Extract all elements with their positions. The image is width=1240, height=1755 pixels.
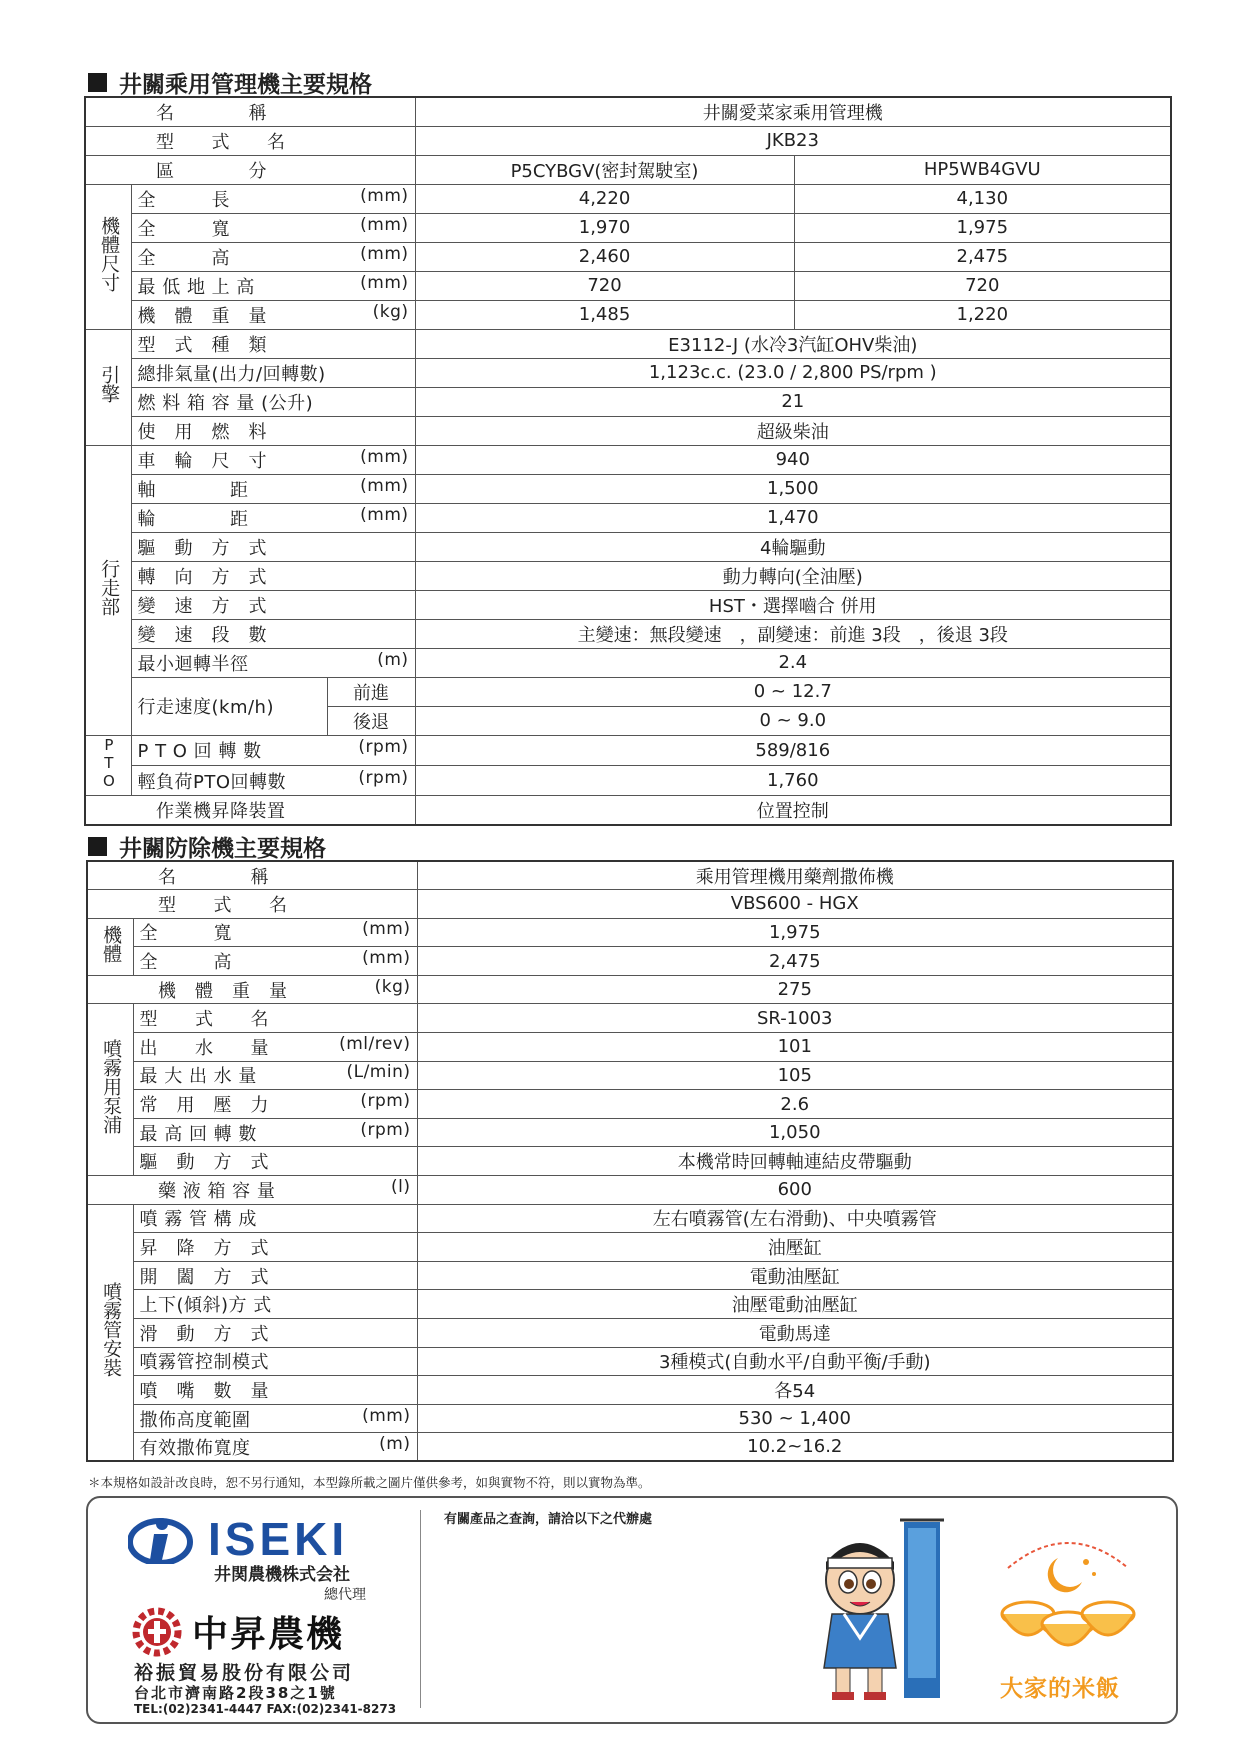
engine-group-label: 引擎	[85, 329, 131, 445]
lift-value: 位置控制	[415, 796, 1171, 825]
reverse-speed-value: 0 ~ 9.0	[415, 706, 1171, 735]
iseki-logo	[128, 1512, 348, 1566]
section2-title: 井關防除機主要規格	[88, 830, 326, 863]
spec-row-label: 上下(傾斜)方 式	[133, 1290, 417, 1319]
spec-row-label: 開 闔 方 式	[133, 1261, 417, 1290]
spec-value: HST・選擇嚙合 併用	[415, 590, 1171, 619]
spec-row-label: 型 式 名	[133, 1004, 417, 1033]
spec-value: 主變速：無段變速 ，副變速：前進 3段 ，後退 3段	[415, 619, 1171, 648]
spec-value: 10.2~16.2	[417, 1433, 1173, 1462]
spec-value: 1,123c.c. (23.0 / 2,800 PS/rpm )	[415, 358, 1171, 387]
column-a-header: P5CYBGV(密封駕駛室)	[415, 155, 794, 184]
weight-value: 275	[417, 975, 1173, 1004]
spec-value: 101	[417, 1033, 1173, 1062]
spec-value-a: 1,485	[415, 300, 794, 329]
spec-value: 589/816	[415, 735, 1171, 765]
spec-row-label: 輕負荷PTO回轉數 (rpm)	[131, 765, 415, 795]
spec-row-label: 全 寬 (mm)	[133, 918, 417, 947]
square-bullet-icon	[88, 837, 107, 856]
spec-value: 油壓電動油壓缸	[417, 1290, 1173, 1319]
company-phone: TEL:(02)2341-4447 FAX:(02)2341-8273	[134, 1702, 397, 1716]
spec-row-label: 使 用 燃 料	[131, 416, 415, 445]
spec-row-label: 燃 料 箱 容 量 (公升)	[131, 387, 415, 416]
spec-value: 21	[415, 387, 1171, 416]
spec-row-label: 昇 降 方 式	[133, 1233, 417, 1262]
name-label: 名 稱	[87, 861, 417, 890]
iseki-emblem-icon	[128, 1514, 202, 1564]
spec-row-label: 最 低 地 上 高 (mm)	[131, 271, 415, 300]
spec-value: 4輪驅動	[415, 532, 1171, 561]
company-address: 台北市濟南路2段38之1號	[134, 1684, 337, 1702]
spec-value-a: 1,970	[415, 213, 794, 242]
section1-title: 井關乘用管理機主要規格	[88, 66, 372, 99]
spec-row-label: 全 寬 (mm)	[131, 213, 415, 242]
spec-value: 530 ~ 1,400	[417, 1404, 1173, 1433]
spec-row-label: 撒佈高度範圍 (mm)	[133, 1404, 417, 1433]
spec-row-label: 變 速 方 式	[131, 590, 415, 619]
lift-label: 作業機昇降裝置	[85, 796, 415, 825]
class-label: 區 分	[85, 155, 415, 184]
model-label: 型 式 名	[87, 890, 417, 919]
spec-row-label: 全 長 (mm)	[131, 184, 415, 213]
spec-value: 1,975	[417, 918, 1173, 947]
body-group-label: 機體尺寸	[85, 184, 131, 329]
spec-row-label: 機 體 重 量 (kg)	[131, 300, 415, 329]
rice-bowls-logo-icon	[988, 1528, 1148, 1668]
body-group-label: 機體	[87, 918, 133, 975]
boom-group-label: 噴霧管安裝	[87, 1204, 133, 1461]
gear-emblem-icon	[132, 1607, 182, 1657]
reverse-label: 後退	[327, 706, 415, 735]
model-value: VBS600 - HGX	[417, 890, 1173, 919]
spec-value-b: 4,130	[794, 184, 1171, 213]
spec-value-b: 2,475	[794, 242, 1171, 271]
model-label: 型 式 名	[85, 126, 415, 155]
agent-label: 總代理	[324, 1587, 366, 1603]
tractor-spec-table	[84, 96, 1172, 826]
spec-row-label: 滑 動 方 式	[133, 1319, 417, 1348]
spec-value: 1,050	[417, 1118, 1173, 1147]
spec-row-label: 有效撒佈寬度 (m)	[133, 1433, 417, 1462]
spec-value-a: 720	[415, 271, 794, 300]
spec-row-label: 變 速 段 數	[131, 619, 415, 648]
spec-value: 電動油壓缸	[417, 1261, 1173, 1290]
spec-row-label: P T O 回 轉 數 (rpm)	[131, 735, 415, 765]
spec-row-label: 噴 霧 管 構 成	[133, 1204, 417, 1233]
spec-value: SR-1003	[417, 1004, 1173, 1033]
spec-value: 2.4	[415, 648, 1171, 677]
travel-group-label: 行走部	[85, 445, 131, 735]
spec-value: 動力轉向(全油壓)	[415, 561, 1171, 590]
footer-panel	[86, 1496, 1178, 1724]
spec-value: 油壓缸	[417, 1233, 1173, 1262]
pump-group-label: 噴霧用泵浦	[87, 1004, 133, 1176]
model-value: JKB23	[415, 126, 1171, 155]
spec-row-label: 噴 嘴 數 量	[133, 1376, 417, 1405]
spec-value: 超級柴油	[415, 416, 1171, 445]
spec-row-label: 型 式 種 類	[131, 329, 415, 358]
mascot-illustration-icon	[808, 1518, 958, 1708]
spec-value-a: 4,220	[415, 184, 794, 213]
spec-row-label: 軸 距 (mm)	[131, 474, 415, 503]
spec-row-label: 最 大 出 水 量 (L/min)	[133, 1061, 417, 1090]
spec-value: 3種模式(自動水平/自動平衡/手動)	[417, 1347, 1173, 1376]
footer-divider	[420, 1510, 421, 1708]
column-b-header: HP5WB4GVU	[794, 155, 1171, 184]
spec-value: 電動馬達	[417, 1319, 1173, 1348]
tank-value: 600	[417, 1176, 1173, 1205]
spec-row-label: 常 用 壓 力 (rpm)	[133, 1090, 417, 1119]
name-value: 井關愛菜家乘用管理機	[415, 97, 1171, 126]
weight-label: 機 體 重 量 (kg)	[87, 975, 417, 1004]
spec-row-label: 最小迴轉半徑 (m)	[131, 648, 415, 677]
forward-label: 前進	[327, 677, 415, 706]
spec-value: 左右噴霧管(左右滑動)、中央噴霧管	[417, 1204, 1173, 1233]
iseki-wordmark: ISEKI	[208, 1513, 349, 1565]
spec-value: 105	[417, 1061, 1173, 1090]
spec-value: 1,500	[415, 474, 1171, 503]
tank-label: 藥 液 箱 容 量 (l)	[87, 1176, 417, 1205]
square-bullet-icon	[88, 73, 107, 92]
spec-value-b: 1,220	[794, 300, 1171, 329]
spec-value: 1,470	[415, 503, 1171, 532]
spec-value: E3112-J (水冷3汽缸OHV柴油)	[415, 329, 1171, 358]
spec-value-b: 1,975	[794, 213, 1171, 242]
spec-row-label: 噴霧管控制模式	[133, 1347, 417, 1376]
spec-value: 各54	[417, 1376, 1173, 1405]
spec-row-label: 全 高 (mm)	[131, 242, 415, 271]
spec-value: 2.6	[417, 1090, 1173, 1119]
spec-row-label: 最 高 回 轉 數 (rpm)	[133, 1118, 417, 1147]
spec-value: 1,760	[415, 765, 1171, 795]
name-value: 乘用管理機用藥劑撒佈機	[417, 861, 1173, 890]
sprayer-spec-table	[86, 860, 1174, 1462]
spec-row-label: 驅 動 方 式	[131, 532, 415, 561]
spec-row-label: 輪 距 (mm)	[131, 503, 415, 532]
contact-text: 有關產品之查詢，請洽以下之代辦處	[444, 1512, 653, 1527]
spec-row-label: 轉 向 方 式	[131, 561, 415, 590]
spec-row-label: 出 水 量 (ml/rev)	[133, 1033, 417, 1062]
travel-speed-label: 行走速度(km/h)	[131, 677, 327, 735]
rice-slogan: 大家的米飯	[1000, 1676, 1120, 1702]
distributor-logo: 中昇農機	[132, 1606, 344, 1657]
spec-value: 2,475	[417, 947, 1173, 976]
disclaimer-note: ＊本規格如設計改良時，恕不另行通知，本型錄所載之圖片僅供參考，如與實物不符，則以實物為準。	[88, 1475, 651, 1490]
spec-value: 940	[415, 445, 1171, 474]
spec-value-b: 720	[794, 271, 1171, 300]
forward-speed-value: 0 ~ 12.7	[415, 677, 1171, 706]
spec-row-label: 車 輪 尺 寸 (mm)	[131, 445, 415, 474]
pto-group-label: PTO	[85, 735, 131, 796]
name-label: 名 稱	[85, 97, 415, 126]
spec-value-a: 2,460	[415, 242, 794, 271]
trade-company-name: 裕振貿易股份有限公司	[134, 1662, 355, 1684]
spec-row-label: 總排氣量(出力/回轉數)	[131, 358, 415, 387]
spec-value: 本機常時回轉軸連結皮帶驅動	[417, 1147, 1173, 1176]
spec-row-label: 驅 動 方 式	[133, 1147, 417, 1176]
manufacturer-name: 井関農機株式会社	[214, 1565, 350, 1585]
spec-row-label: 全 高 (mm)	[133, 947, 417, 976]
